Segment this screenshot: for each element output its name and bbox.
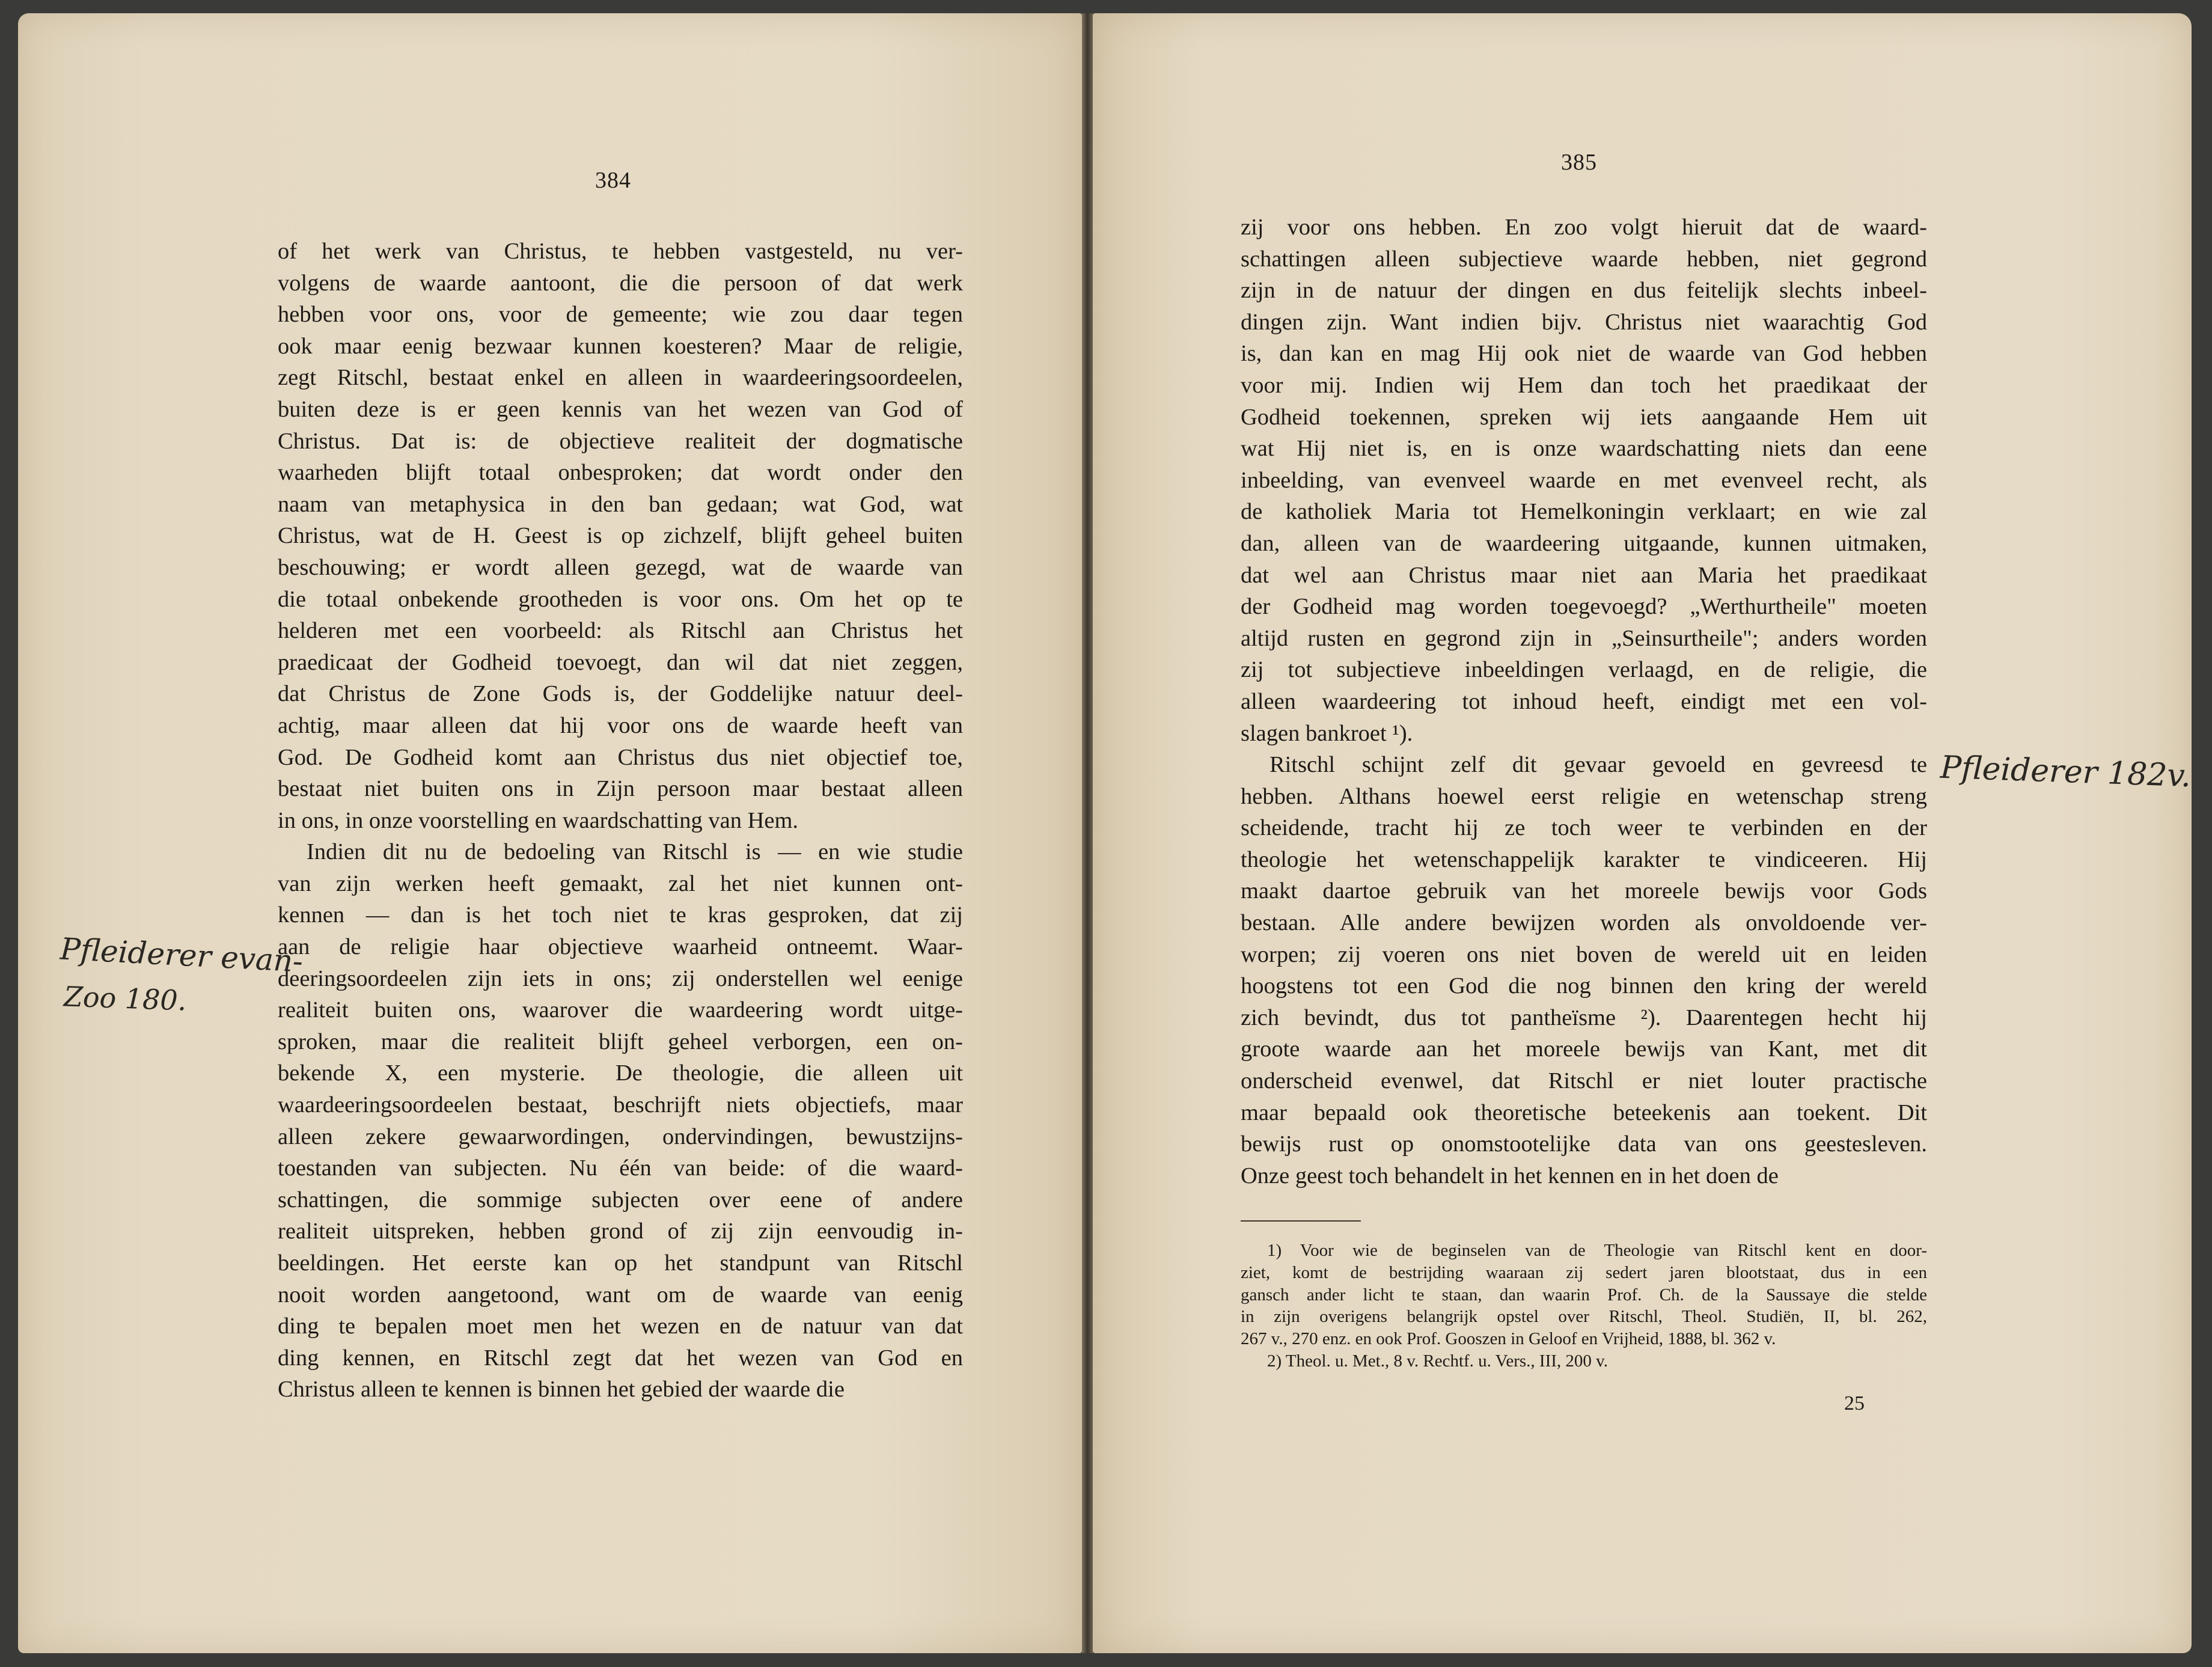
right-page-text (1241, 212, 1927, 1191)
left-text-line: kennen — dan is het toch niet te kras gesproken, dat zij (278, 902, 963, 928)
left-text-line: bekende X, een mysterie. De theologie, die alleen uit (278, 1060, 963, 1086)
left-margin-note-line-1: Pfleiderer evan- (59, 931, 304, 979)
left-text-line: praedicaat der Godheid toevoegt, dan wil dat niet zeggen, (278, 649, 963, 675)
left-text-line: realiteit buiten ons, waarover die waardeering wordt uitge- (278, 997, 963, 1023)
right-text-line: dat wel aan Christus maar niet aan Maria het praedikaat (1241, 562, 1927, 588)
right-text-line: der Godheid mag worden toegevoegd? „Werthurtheile" moeten (1241, 594, 1927, 620)
left-text-line: helderen met een voorbeeld: als Ritschl aan Christus het (278, 618, 963, 644)
book-gutter (1082, 13, 1093, 1653)
left-text-line: volgens de waarde aantoont, die die persoon of dat werk (278, 270, 963, 296)
left-text-line: alleen zekere gewaarwordingen, ondervindingen, bewustzijns- (278, 1124, 963, 1149)
footnote-line: ziet, komt de bestrijding waaraan zij sedert jaren blootstaat, dus in een (1241, 1262, 1927, 1282)
left-text-line: van zijn werken heeft gemaakt, zal het niet kunnen ont- (278, 870, 963, 896)
right-text-line: worpen; zij voeren ons niet boven de wereld uit en leiden (1241, 941, 1927, 967)
printer-signature-mark: 25 (1844, 1392, 1865, 1415)
left-text-line: achtig, maar alleen dat hij voor ons de waarde heeft van (278, 712, 963, 738)
left-text-line: sproken, maar die realiteit blijft geheel verborgen, een on- (278, 1029, 963, 1054)
right-text-line: hoogstens tot een God die nog binnen den kring der wereld (1241, 973, 1927, 999)
right-text-line: hebben. Althans hoewel eerst religie en wetenschap streng (1241, 783, 1927, 809)
right-text-line: zijn in de natuur der dingen en dus feitelijk slechts inbeel- (1241, 278, 1927, 304)
right-text-line: is, dan kan en mag Hij ook niet de waarde van God hebben (1241, 341, 1927, 367)
left-text-line: toestanden van subjecten. Nu één van beide: of die waard- (278, 1155, 963, 1181)
right-text-line: theologie het wetenschappelijk karakter te vindiceeren. Hij (1241, 846, 1927, 872)
right-page-number: 385 (1561, 150, 1597, 175)
left-text-line: Christus, wat de H. Geest is op zichzelf, blijft geheel buiten (278, 523, 963, 549)
right-text-line: altijd rusten en gegrond zijn in „Seinsurtheile"; anders worden (1241, 625, 1927, 651)
left-text-line: dat Christus de Zone Gods is, der Goddelijke natuur deel- (278, 681, 963, 707)
right-text-line: dingen zijn. Want indien bijv. Christus niet waarachtig God (1241, 309, 1927, 335)
left-text-line: Christus alleen te kennen is binnen het gebied der waarde die (278, 1377, 845, 1402)
footnote-line: 1) Voor wie de beginselen van de Theologie van Ritschl kent en door- (1267, 1241, 1927, 1260)
right-text-line: zij tot subjectieve inbeeldingen verlaagd, en de religie, die (1241, 657, 1927, 683)
left-text-line: realiteit uitspreken, hebben grond of zij zijn eenvoudig in- (278, 1219, 963, 1244)
left-text-line: beschouwing; er wordt alleen gezegd, wat de waarde van (278, 554, 963, 580)
left-text-line: God. De Godheid komt aan Christus dus niet objectief toe, (278, 744, 963, 770)
left-text-line: ding te bepalen moet men het wezen en de natuur van dat (278, 1314, 963, 1339)
left-page-text (278, 236, 963, 1405)
left-text-line: of het werk van Christus, te hebben vastgesteld, nu ver- (278, 239, 963, 264)
right-text-line: inbeelding, van evenveel waarde en met evenveel recht, als (1241, 467, 1927, 493)
footnote-divider (1241, 1220, 1361, 1222)
left-text-line: beeldingen. Het eerste kan op het standpunt van Ritschl (278, 1250, 963, 1276)
left-text-line: hebben voor ons, voor de gemeente; wie zou daar tegen (278, 302, 963, 328)
right-text-line: schattingen alleen subjectieve waarde hebben, niet gegrond (1241, 246, 1927, 272)
right-text-line: scheidende, tracht hij ze toch weer te verbinden en der (1241, 815, 1927, 841)
right-margin-note: Pfleiderer 182v. (1940, 749, 2192, 795)
right-text-line: groote waarde aan het moreele bewijs van Kant, met dit (1241, 1036, 1927, 1062)
left-text-line: Indien dit nu de bedoeling van Ritschl is — en wie studie (307, 839, 963, 865)
left-text-line: schattingen, die sommige subjecten over eene of andere (278, 1187, 963, 1213)
right-text-line: de katholiek Maria tot Hemelkoningin verklaart; en wie zal (1241, 499, 1927, 525)
left-text-line: bestaat niet buiten ons in Zijn persoon maar bestaat alleen (278, 776, 963, 802)
left-text-line: waardeeringsoordeelen bestaat, beschrijft niets objectiefs, maar (278, 1092, 963, 1118)
footnote-line: in zijn overigens belangrijk opstel over Ritschl, Theol. Studiën, II, bl. 262, (1241, 1307, 1927, 1327)
left-text-line: in ons, in onze voorstelling en waardschatting van Hem. (278, 807, 799, 833)
footnote-line: gansch ander licht te staan, dan waarin Prof. Ch. de la Saussaye die stelde (1241, 1285, 1927, 1305)
right-text-line: bestaan. Alle andere bewijzen worden als onvoldoende ver- (1241, 910, 1927, 936)
right-text-line: zij voor ons hebben. En zoo volgt hieruit dat de waard- (1241, 215, 1927, 240)
right-text-line: Godheid toekennen, spreken wij iets aangaande Hem uit (1241, 404, 1927, 430)
left-margin-note-line-2: Zoo 180. (63, 980, 188, 1017)
right-page-footnotes (1241, 1240, 1927, 1372)
footnote-line: 267 v., 270 enz. en ook Prof. Gooszen in Geloof en Vrijheid, 1888, bl. 362 v. (1241, 1329, 1776, 1349)
left-page-number: 384 (595, 168, 631, 193)
left-text-line: deeringsoordeelen zijn iets in ons; zij onderstellen wel eenige (278, 965, 963, 991)
right-text-line: maakt daartoe gebruik van het moreele bewijs voor Gods (1241, 878, 1927, 904)
left-text-line: zegt Ritschl, bestaat enkel en alleen in waardeeringsoordeelen, (278, 365, 963, 391)
right-text-line: bewijs rust op onomstootelijke data van ons geestesleven. (1241, 1131, 1927, 1157)
right-text-line: alleen waardeering tot inhoud heeft, eindigt met een vol- (1241, 688, 1927, 714)
left-text-line: Christus. Dat is: de objectieve realiteit der dogmatische (278, 428, 963, 454)
left-text-line: naam van metaphysica in den ban gedaan; wat God, wat (278, 491, 963, 517)
right-text-line: maar bepaald ook theoretische beteekenis aan toekent. Dit (1241, 1100, 1927, 1125)
right-text-line: dan, alleen van de waardeering uitgaande, kunnen uitmaken, (1241, 530, 1927, 556)
right-text-line: Ritschl schijnt zelf dit gevaar gevoeld en gevreesd te (1269, 752, 1927, 778)
left-text-line: die totaal onbekende grootheden is voor ons. Om het op te (278, 586, 963, 612)
left-text-line: nooit worden aangetoond, want om de waarde van eenig (278, 1282, 963, 1308)
right-text-line: onderscheid evenwel, dat Ritschl er niet louter practische (1241, 1068, 1927, 1094)
left-text-line: waarheden blijft totaal onbesproken; dat wordt onder den (278, 460, 963, 486)
left-text-line: ding kennen, en Ritschl zegt dat het wezen van God en (278, 1345, 963, 1371)
right-text-line: Onze geest toch behandelt in het kennen en in het doen de (1241, 1163, 1779, 1188)
right-text-line: slagen bankroet ¹). (1241, 720, 1413, 746)
footnote-line: 2) Theol. u. Met., 8 v. Rechtf. u. Vers., III, 200 v. (1267, 1351, 1609, 1371)
left-text-line: aan de religie haar objectieve waarheid ontneemt. Waar- (278, 934, 963, 960)
right-text-line: wat Hij niet is, en is onze waardschatting niets dan eene (1241, 436, 1927, 462)
left-text-line: buiten deze is er geen kennis van het wezen van God of (278, 396, 963, 422)
right-text-line: voor mij. Indien wij Hem dan toch het praedikaat der (1241, 372, 1927, 398)
right-text-line: zich bevindt, dus tot pantheïsme ²). Daarentegen hecht hij (1241, 1005, 1927, 1030)
left-text-line: ook maar eenig bezwaar kunnen koesteren? Maar de religie, (278, 333, 963, 359)
